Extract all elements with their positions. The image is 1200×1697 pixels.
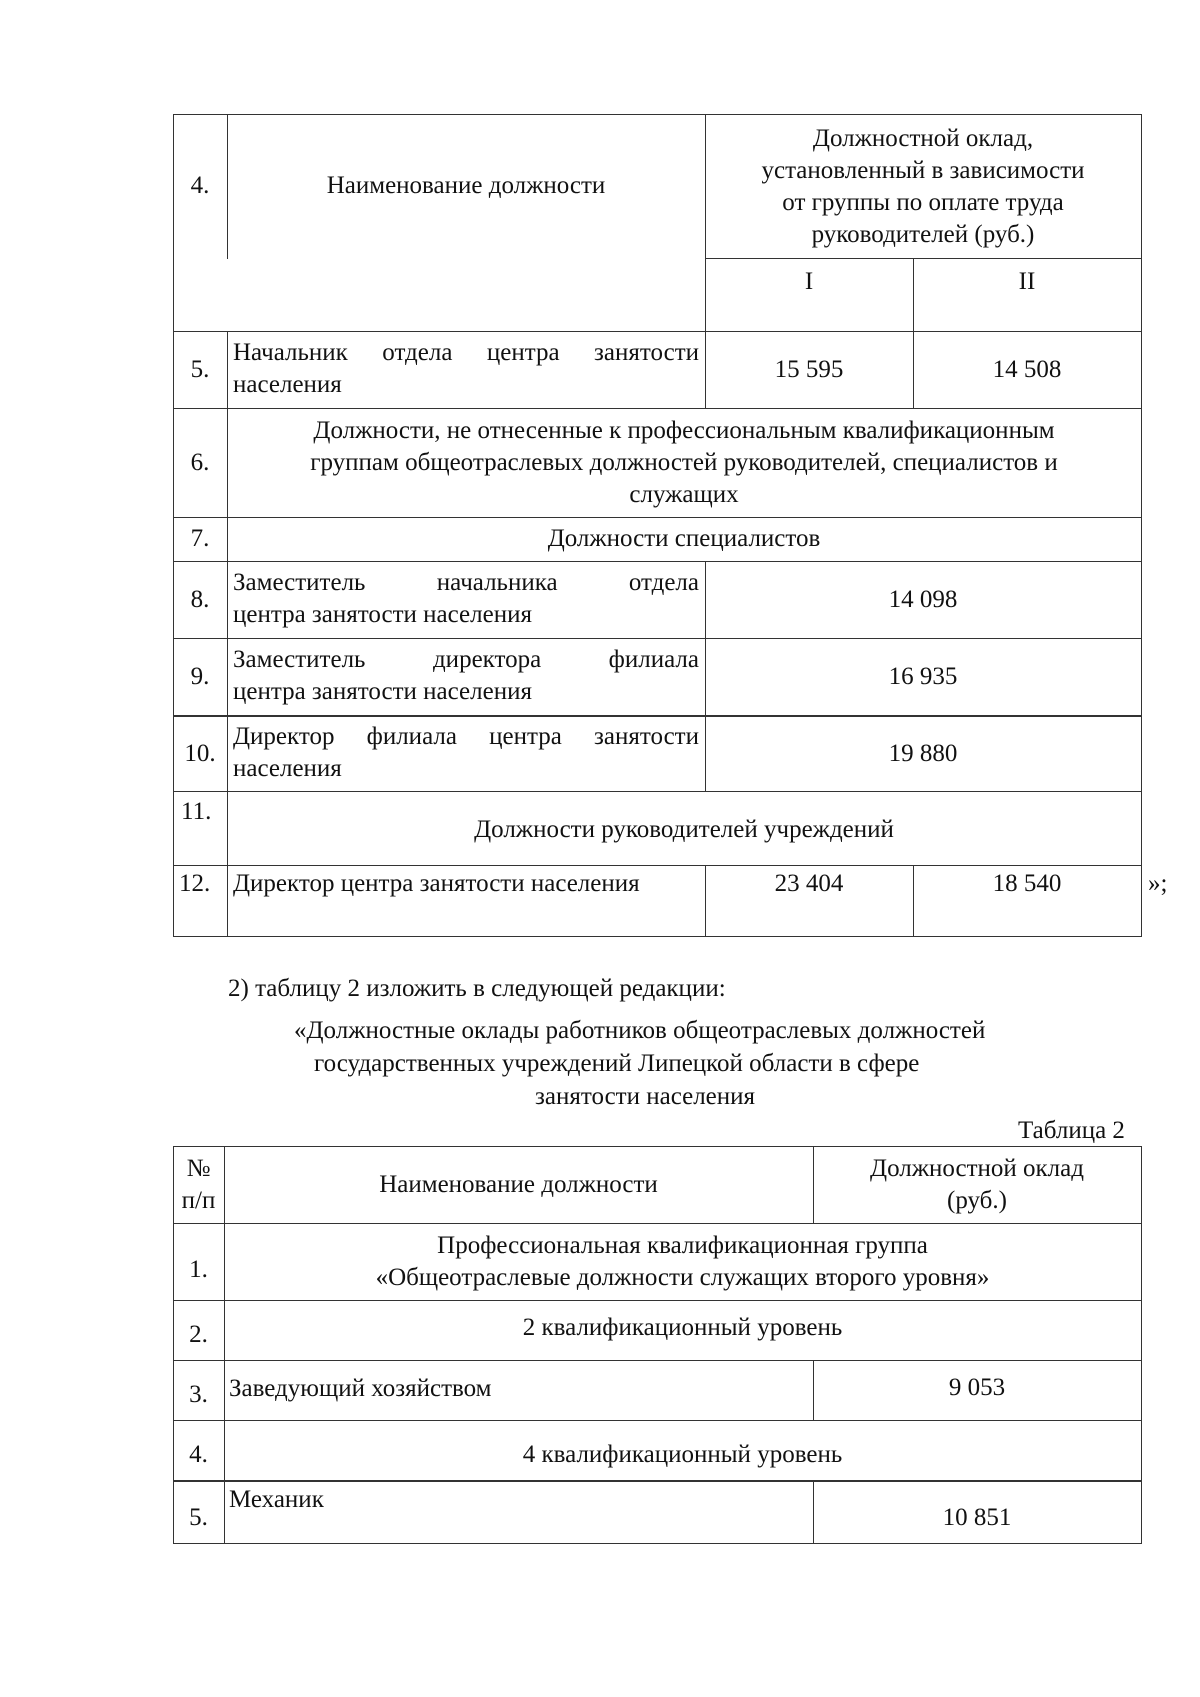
position-name: Начальник отдела центра занятости bbox=[233, 339, 699, 366]
paragraph-text: 2) таблицу 2 изложить в следующей редакции: bbox=[228, 975, 726, 1002]
salary-value: 10 851 bbox=[942, 1503, 1012, 1531]
position-name: Механик bbox=[229, 1486, 324, 1513]
section-heading: 2 квалификационный уровень bbox=[522, 1314, 843, 1341]
position-name: Директор центра занятости населения bbox=[233, 870, 640, 897]
group-1-header: I bbox=[804, 268, 814, 295]
section-heading: Должности специалистов bbox=[547, 525, 821, 552]
row-number: 4. bbox=[190, 172, 210, 199]
section-heading: 4 квалификационный уровень bbox=[522, 1441, 843, 1468]
salary-value: 23 404 bbox=[774, 870, 844, 897]
position-name: Заведующий хозяйством bbox=[229, 1375, 492, 1402]
salary-value: 15 595 bbox=[774, 355, 844, 383]
column-header-position: Наименование должности bbox=[326, 172, 606, 199]
closing-quote: »; bbox=[1148, 870, 1168, 897]
section-heading: Должности, не отнесенные к профессиональным квалификационным группам общеотраслевых должностей руководителей, специалистов и служащих bbox=[310, 416, 1058, 508]
position-name: Директор филиала центра занятости bbox=[233, 723, 699, 750]
column-header-position: Наименование должности bbox=[379, 1170, 658, 1198]
table-label: Таблица 2 bbox=[1018, 1117, 1125, 1144]
column-header-salary: Должностной оклад (руб.) bbox=[870, 1155, 1084, 1214]
salary-value: 14 098 bbox=[888, 585, 958, 613]
position-name: Заместитель директора филиала bbox=[233, 646, 699, 673]
salary-value: 18 540 bbox=[992, 870, 1062, 897]
salary-value: 16 935 bbox=[888, 662, 958, 690]
salary-value: 19 880 bbox=[888, 739, 958, 767]
section-heading: Должности руководителей учреждений bbox=[474, 816, 894, 843]
section-heading: Профессиональная квалификационная группа «Общеотраслевые должности служащих второго уровня» bbox=[375, 1232, 990, 1291]
column-header-salary: Должностной оклад, установленный в зависимости от группы по оплате труда руководителей (руб.) bbox=[761, 125, 1085, 248]
group-2-header: II bbox=[1018, 268, 1036, 295]
salary-value: 9 053 bbox=[948, 1374, 1006, 1401]
salary-value: 14 508 bbox=[992, 355, 1062, 383]
column-header-number: № п/п bbox=[181, 1155, 216, 1214]
position-name: Заместитель начальника отдела bbox=[233, 569, 699, 596]
